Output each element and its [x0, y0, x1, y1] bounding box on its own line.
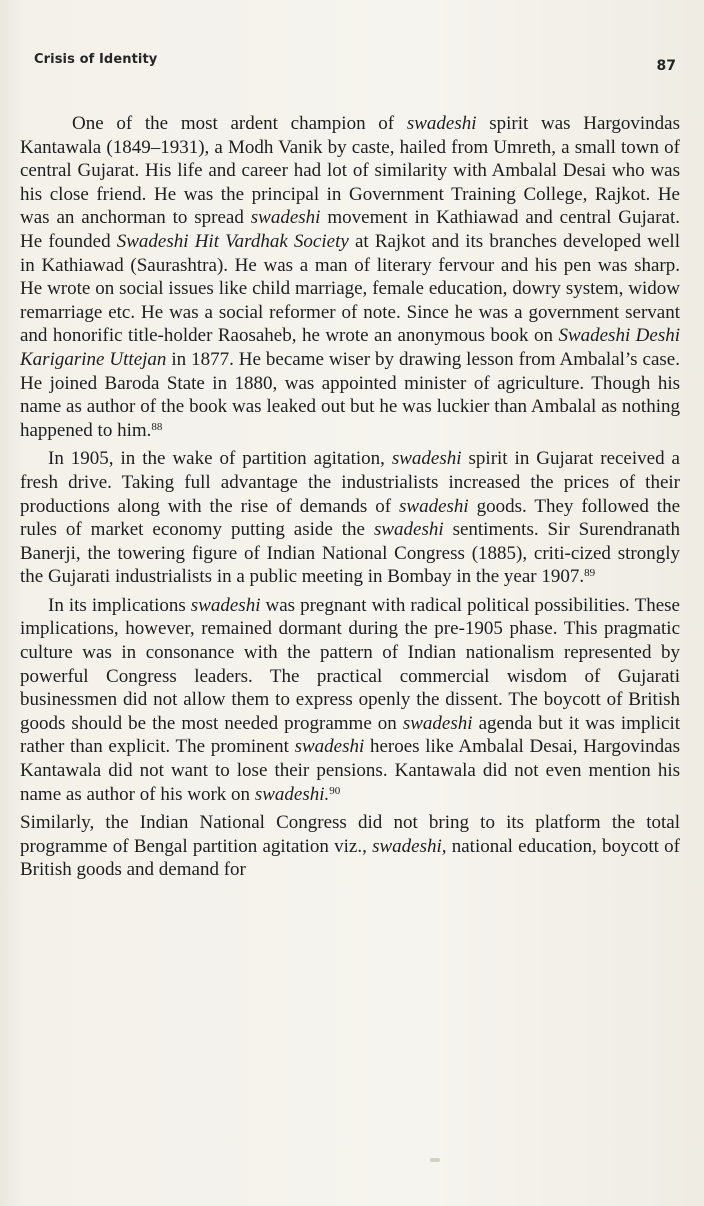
footnote-marker: 88 [151, 420, 163, 433]
paragraph-1905-agitation [20, 447, 680, 589]
text-run: Similarly, the Indian National Congress did not bring to its platform the total programme of Bengal partition agitation viz., [20, 812, 680, 857]
text-run: spirit in Gujarat received a fresh drive. Taking full advantage the industrialists increased the prices of their productions along with the rise of demands of [20, 448, 680, 517]
footnote-marker: 90 [329, 784, 341, 797]
text-run: national education, boycott of British goods and demand for [20, 835, 680, 881]
italic-term: swadeshi [294, 736, 365, 758]
text-run: heroes like Ambalal Desai, Hargovindas Kantawala did not want to lose their pensions. Kantawala did not even mention his name as author of his work on [20, 736, 680, 805]
text-run: spirit was Hargovindas Kantawala (1849–1931), a Modh Vanik by caste, hailed from Umreth, a small town of central Gujarat. His life and career had lot of similarity with Ambalal Desai who was his close friend. He was the principal in Government Training College, Rajkot. He was an anchorman to spread [20, 113, 680, 229]
italic-term: Swadeshi Deshi Karigarine Uttejan [20, 325, 681, 370]
italic-term: swadeshi [250, 207, 321, 229]
paragraph-congress [20, 811, 680, 882]
page-number: 87 [656, 58, 676, 74]
italic-term: swadeshi [391, 448, 462, 470]
paragraph-implications [20, 594, 680, 806]
body-text [20, 112, 680, 887]
text-run: One of the most ardent champion of [72, 113, 407, 134]
text-run: movement in Kathiawad and central Gujarat. He founded [20, 207, 680, 252]
italic-term: Swadeshi Hit Vardhak Society [116, 230, 349, 252]
italic-term: swadeshi [373, 519, 444, 541]
text-run: at Rajkot and its branches developed well in Kathiawad (Saurashtra). He was a man of literary fervour and his pen was sharp. He wrote on social issues like child marriage, female education, dowry system, widow remarriage etc. He was a social reformer of note. Since he was a government servant and honorific title-holder Raosaheb, he wrote an anonymous book on [20, 230, 680, 347]
paragraph-kantawala [20, 112, 680, 442]
italic-term: swadeshi [406, 113, 477, 134]
running-head: Crisis of Identity [34, 52, 158, 67]
text-run: in 1877. He became wiser by drawing lesson from Ambalal’s case. He joined Baroda State in 1880, was appointed minister of agriculture. Though his name as author of the book was leaked out but he was luckier than Ambalal as nothing happened to him. [20, 348, 680, 441]
italic-term: swadeshi. [254, 783, 330, 805]
text-run: agenda but it was implicit rather than explicit. The prominent [20, 712, 681, 758]
text-run: goods. They followed the rules of market economy putting aside the [20, 495, 681, 541]
italic-term: swadeshi [402, 712, 473, 734]
italic-term: swadeshi [399, 495, 469, 517]
italic-term: swadeshi, [372, 835, 447, 857]
text-run: In 1905, in the wake of partition agitation, [48, 448, 392, 470]
text-run: In its implications [48, 594, 191, 616]
text-run: was pregnant with radical political possibilities. These implications, however, remained dormant during the pre-1905 phase. This pragmatic culture was in consonance with the pattern of Indian nationalism represented by powerful Congress leaders. The practical commercial wisdom of Gujarati businessmen did not allow them to express openly the dissent. The boycott of British goods should be the most needed programme on [20, 594, 680, 734]
italic-term: swadeshi [190, 594, 261, 616]
text-run: sentiments. Sir Surendranath Banerji, the towering figure of Indian National Congress (1885), criti-cized strongly the Gujarati industrialists in a public meeting in Bombay in the year 1907. [20, 519, 680, 588]
print-smudge [430, 1158, 440, 1162]
footnote-marker: 89 [584, 567, 596, 580]
